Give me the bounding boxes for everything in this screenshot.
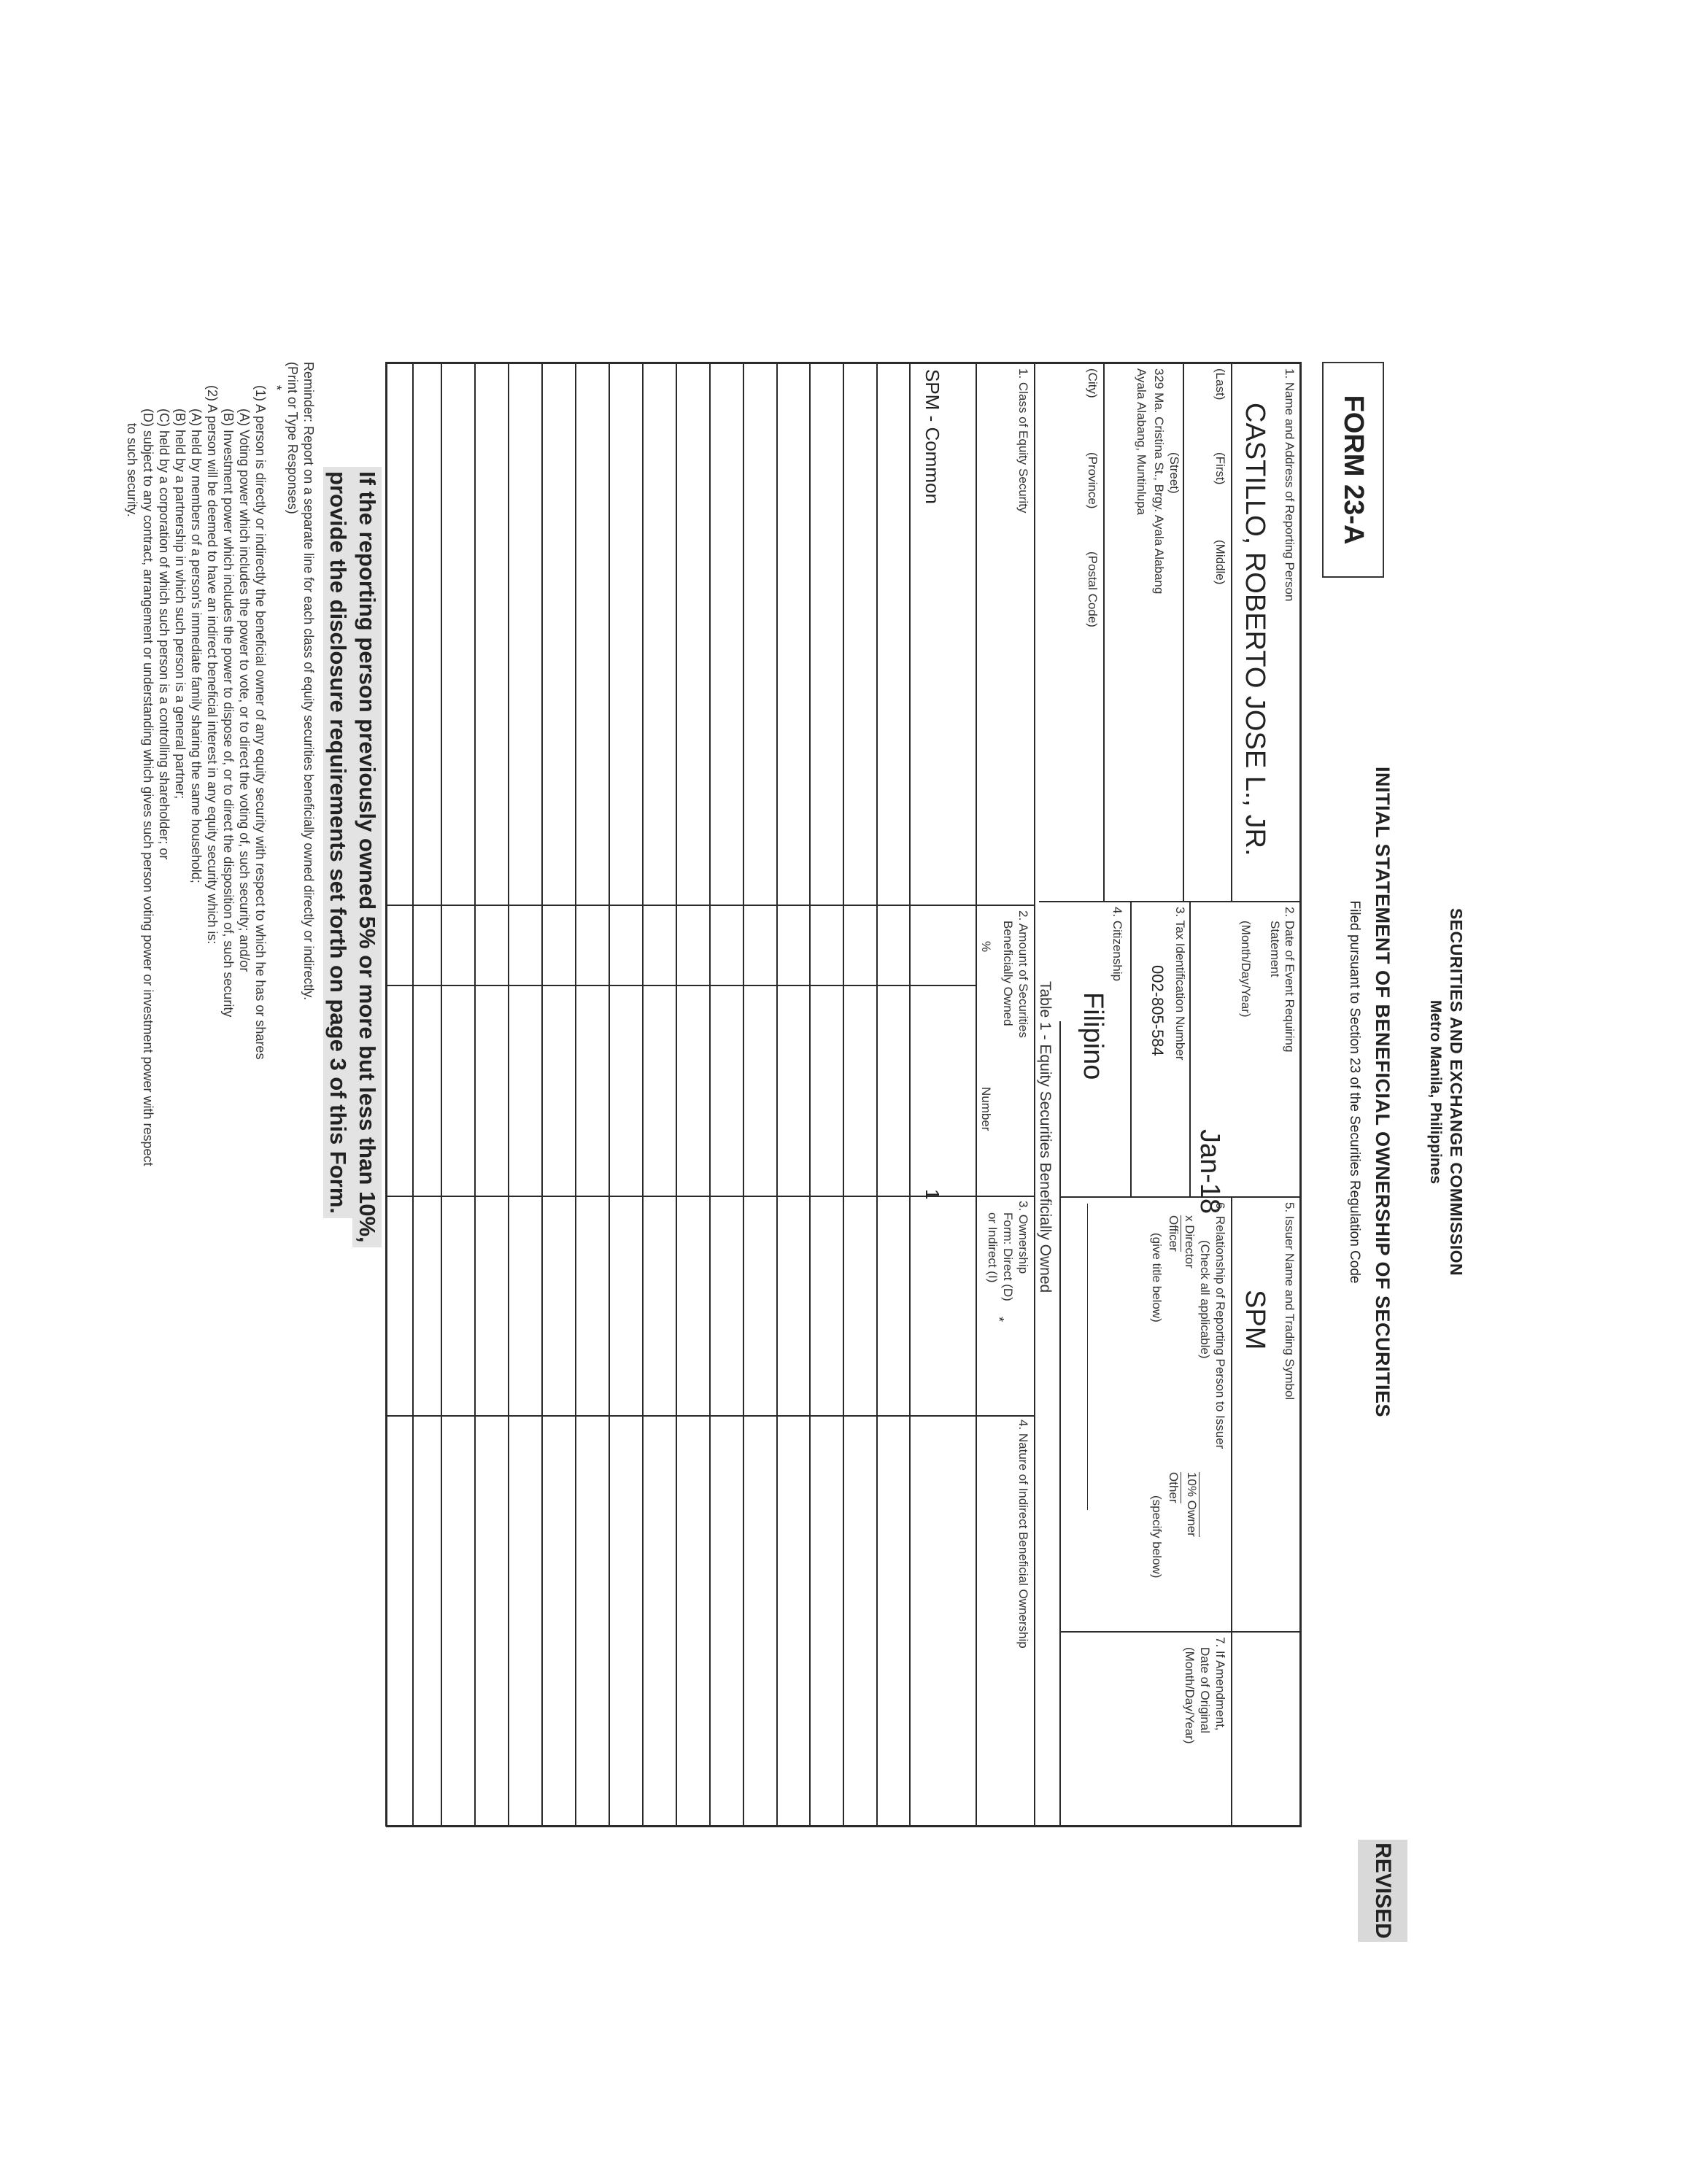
divider-col-5 <box>1061 1196 1302 1198</box>
row-line <box>709 362 711 1827</box>
first-label: (First) <box>1213 452 1227 485</box>
street-line-1: 329 Ma. Cristina St., Brgy. Ayala Alabang <box>1152 368 1166 595</box>
row-line <box>412 362 414 1827</box>
row-line <box>609 362 610 1827</box>
row-number: 1 <box>922 1189 943 1200</box>
divider-col-7 <box>1061 1631 1302 1633</box>
relationship-officer[interactable]: Officer <box>1167 1215 1181 1252</box>
agency-location: Metro Manila, Philippines <box>1427 999 1444 1185</box>
col-ownership-header-3: or Indirect (I) <box>986 1212 1000 1283</box>
row-line <box>474 362 476 1827</box>
revised-stamp: REVISED <box>1358 1840 1407 1942</box>
row-line <box>508 362 509 1827</box>
note-1a: (A) Voting power which includes the power to vote, or to direct the voting of, such security; and/or <box>237 408 252 972</box>
row-line <box>642 362 644 1827</box>
col-class-header: 1. Class of Equity Security <box>1016 368 1030 514</box>
note-2d: (D) subject to any contract, arrangement or understanding which gives such person voting power or investment power with respect <box>141 408 155 1166</box>
row-line <box>876 362 878 1827</box>
province-label: (Province) <box>1086 452 1100 509</box>
note-bullet: * <box>269 385 284 391</box>
col-nature-header: 4. Nature of Indirect Beneficial Ownership <box>1016 1420 1030 1649</box>
officer-title-note: (give title below) <box>1150 1233 1164 1323</box>
last-label: (Last) <box>1213 368 1227 400</box>
name-row-line <box>1231 362 1232 902</box>
note-2c: (C) held by a corporation of which such person is a controlling shareholder; or <box>157 408 171 860</box>
note-2b: (B) held by a partnership in which such person is a general partner; <box>173 408 188 799</box>
middle-label: (Middle) <box>1213 540 1227 585</box>
relationship-other[interactable]: Other <box>1167 1472 1181 1503</box>
tax-id-label: 3. Tax Identification Number <box>1173 907 1187 1061</box>
relationship-ten-percent-owner[interactable]: 10% Owner <box>1185 1472 1199 1537</box>
table-pct-divider <box>387 985 977 986</box>
col-amount-header-2: Beneficially Owned <box>1001 921 1015 1026</box>
relationship-label: 6. Relationship of Reporting Person to Issuer <box>1213 1202 1227 1449</box>
table-header-line <box>976 362 977 1827</box>
note-2a: (A) held by members of a person's immediate family sharing the same household; <box>189 408 204 883</box>
reporting-person-name: CASTILLO, ROBERTO JOSE L., JR. <box>1240 403 1270 856</box>
street-label: (Street) <box>1167 452 1181 494</box>
top-border <box>1299 362 1302 1827</box>
issuer-value: SPM <box>1240 1290 1270 1350</box>
date-row-line <box>1189 901 1191 1196</box>
table-top-line <box>1034 362 1035 1827</box>
print-note: (Print or Type Responses) <box>285 362 300 514</box>
issuer-row-line <box>1231 1196 1232 1826</box>
col-ownership-header-2: Form: Direct (D) <box>1001 1212 1015 1301</box>
amendment-format: (Month/Day/Year) <box>1183 1647 1197 1744</box>
col-ownership-header: 3. Ownership <box>1016 1201 1030 1274</box>
city-row-line <box>1103 362 1105 902</box>
divider-col-2 <box>1039 901 1302 902</box>
table-title: Table 1 - Equity Securities Beneficially Owned <box>1037 981 1054 1293</box>
issuer-label: 5. Issuer Name and Trading Symbol <box>1283 1202 1297 1401</box>
row-line <box>909 362 911 1827</box>
event-date-value: Jan-18 <box>1194 1129 1225 1215</box>
bottom-border <box>385 362 387 1827</box>
ownership-asterisk: * <box>992 1317 1006 1323</box>
col-pct-header: % <box>979 941 993 953</box>
row-line <box>575 362 576 1827</box>
row-line <box>676 362 677 1827</box>
citizenship-label-text: 4. Citizenship <box>1110 907 1124 982</box>
col-amount-header: 2. Amount of Securities <box>1016 910 1030 1038</box>
amendment-label: 7. If Amendment, <box>1213 1637 1227 1731</box>
row-line <box>809 362 811 1827</box>
form-number-box: FORM 23-A <box>1322 362 1384 578</box>
event-date-label-2: Statement <box>1268 921 1282 977</box>
row-line <box>743 362 744 1827</box>
row-security: SPM - Common <box>922 369 943 504</box>
relationship-check-note: (Check all applicable) <box>1198 1240 1212 1359</box>
form-title: INITIAL STATEMENT OF BENEFICIAL OWNERSHIP OF SECURITIES <box>1372 766 1394 1418</box>
row-line <box>441 362 442 1827</box>
row-line <box>776 362 778 1827</box>
street-row-line <box>1183 362 1184 902</box>
note-1b: (B) Investment power which includes the power to dispose of, or to direct the disposition of, such security <box>221 408 236 1018</box>
other-specify-note: (specify below) <box>1150 1495 1164 1579</box>
note-2: (2) A person will be deemed to have an indirect beneficial interest in any equity security which is: <box>205 385 220 945</box>
warning-line-1: If the reporting person previously owned 5% or more but less than 10%, <box>352 467 382 1247</box>
row-line <box>843 362 844 1827</box>
table-row <box>910 362 976 1827</box>
title-blank-line <box>1087 1204 1088 1510</box>
street-line-2: Ayala Alabang, Muntinlupa <box>1135 368 1148 516</box>
citizenship-value: Filipino <box>1078 992 1108 1080</box>
agency-name: SECURITIES AND EXCHANGE COMMISSION <box>1447 907 1466 1277</box>
city-label: (City) <box>1086 368 1100 398</box>
warning-line-2: provide the disclosure requirements set forth on page 3 of this Form. <box>323 467 352 1218</box>
col-number-header: Number <box>979 1087 993 1131</box>
form-subtitle: Filed pursuant to Section 23 of the Securities Regulation Code <box>1347 900 1362 1284</box>
amendment-row-line <box>1059 1021 1061 1826</box>
amendment-label-2: Date of Original <box>1198 1647 1212 1734</box>
event-date-format: (Month/Day/Year) <box>1239 921 1253 1018</box>
tax-id-value: 002-805-584 <box>1148 965 1167 1056</box>
note-2d-cont: to such security. <box>125 423 139 517</box>
reminder-note: Reminder: Report on a separate line for each class of equity securities beneficially owned directly or indirectly. <box>301 362 316 1001</box>
row-line <box>541 362 543 1827</box>
event-date-label: 2. Date of Event Requiring <box>1283 907 1297 1053</box>
relationship-director[interactable]: x Director <box>1183 1215 1197 1269</box>
tax-row-line <box>1130 901 1132 1196</box>
reporting-person-label: 1. Name and Address of Reporting Person <box>1283 368 1297 602</box>
postal-code-label: (Postal Code) <box>1086 551 1100 627</box>
note-1: (1) A person is directly or indirectly the beneficial owner of any equity security with respect to which he has or shares <box>253 385 268 1060</box>
